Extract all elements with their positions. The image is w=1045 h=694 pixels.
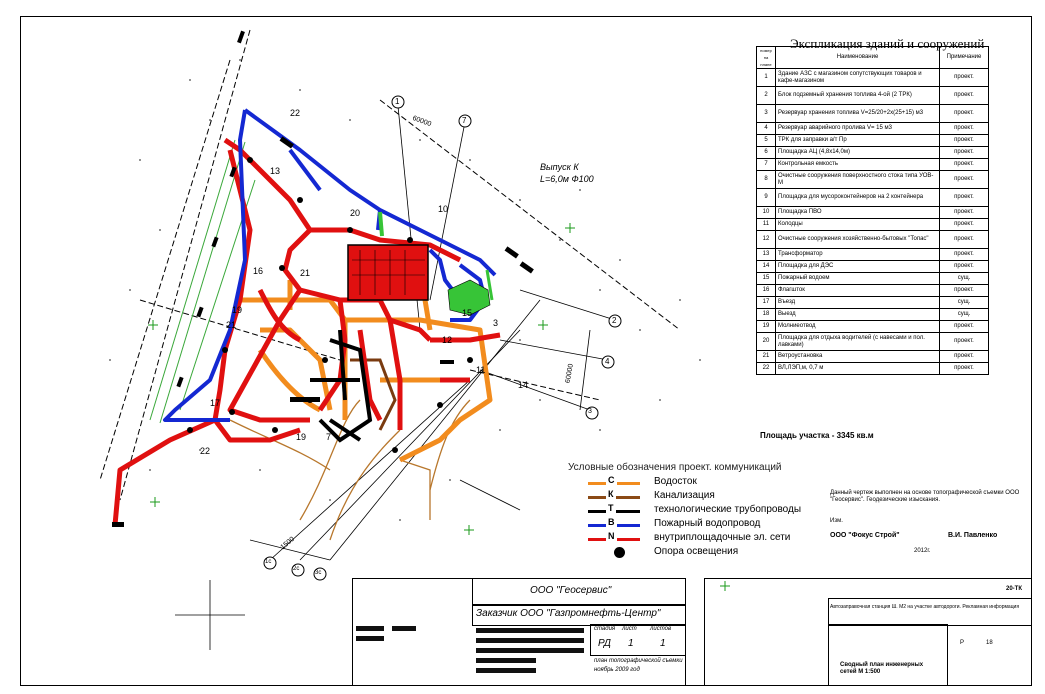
legend-row-stormwater	[568, 476, 798, 490]
explication-cell-name: Трансформатор	[776, 249, 940, 261]
explication-row	[757, 285, 989, 297]
explication-row	[757, 135, 989, 147]
explication-cell-name: ТРК для заправки а/т Пр	[776, 135, 940, 147]
explication-cell-name: Молниеотвод	[776, 321, 940, 333]
explication-cell-num: 15	[757, 273, 776, 285]
explication-cell-num: 8	[757, 171, 776, 189]
explication-cell-num: 18	[757, 309, 776, 321]
explication-cell-num: 11	[757, 219, 776, 231]
stamp-right-title-cell	[828, 598, 1032, 626]
explication-cell-num: 5	[757, 135, 776, 147]
map-label-15: 15	[462, 308, 473, 318]
explication-cell-name: Резервуар аварийного пролива V= 15 м3	[776, 123, 940, 135]
company-right: ООО "Фокус Строй"	[830, 532, 900, 539]
explication-cell-name: Площадка АЦ (4,8х14,0м)	[776, 147, 940, 159]
stamp-sheets-header: листов	[650, 626, 672, 632]
stamp-stage2: Р	[960, 640, 965, 646]
map-label-19b: 19	[296, 432, 307, 442]
explication-cell-name: ВЛ,ЛЭП,м, 0,7 м	[776, 363, 940, 375]
explication-cell-name: Площадка ПВО	[776, 207, 940, 219]
dim-bottom: 1500	[279, 535, 297, 552]
explication-cell-name: Колодцы	[776, 219, 940, 231]
axis-3c: 3с	[315, 570, 322, 576]
explication-cell-note: проект.	[940, 363, 989, 375]
explication-row	[757, 333, 989, 351]
redacted-text	[392, 626, 416, 631]
legend	[568, 462, 802, 560]
legend-label: Водосток	[654, 476, 697, 487]
explication-cell-name: Выезд	[776, 309, 940, 321]
explication-row	[757, 69, 989, 87]
explication-row	[757, 147, 989, 159]
explication-cell-num: 14	[757, 261, 776, 273]
explication-row	[757, 207, 989, 219]
stamp-right-plan-cell	[828, 624, 948, 686]
explication-row	[757, 219, 989, 231]
explication-cell-num: 2	[757, 87, 776, 105]
axis-2c: 2с	[293, 566, 300, 572]
explication-row	[757, 159, 989, 171]
redacted-text	[476, 638, 584, 643]
explication-row	[757, 309, 989, 321]
explication-header-name: Наименование	[776, 47, 940, 69]
outlet-label: Выпуск К	[540, 162, 579, 172]
explication-cell-name: Пожарный водоем	[776, 273, 940, 285]
explication-cell-name: Флагшток	[776, 285, 940, 297]
explication-cell-note: проект.	[940, 219, 989, 231]
explication-cell-num: 1	[757, 69, 776, 87]
map-label-21a: 21	[300, 268, 311, 278]
stamp-plan-title: Сводный план инженерных сетей М 1:500	[840, 662, 924, 675]
explication-cell-num: 22	[757, 363, 776, 375]
explication-cell-num: 6	[757, 147, 776, 159]
dim-top: 60000	[411, 114, 433, 129]
map-label-12: 12	[442, 335, 453, 345]
legend-code: Т	[608, 503, 614, 513]
legend-code: N	[608, 531, 615, 541]
legend-row-lamp	[568, 546, 798, 560]
explication-cell-name: Въезд	[776, 297, 940, 309]
legend-label: Пожарный водопровод	[654, 518, 761, 529]
legend-label: Опора освещения	[654, 546, 739, 557]
explication-cell-name: Площадка для отдыха водителей (с навесами и пол. лавками)	[776, 333, 940, 351]
explication-cell-note: проект.	[940, 333, 989, 351]
stamp-org: ООО "Геосервис"	[530, 585, 612, 596]
legend-label: Канализация	[654, 490, 715, 501]
map-label-3: 3	[493, 318, 499, 328]
explication-cell-name: Площадка для ДЭС	[776, 261, 940, 273]
stamp-right-title: Автозаправочная станция Ш. М2 на участке автодороги. Рекламная информация	[830, 604, 1020, 610]
explication-cell-num: 21	[757, 351, 776, 363]
explication-cell-note: сущ.	[940, 297, 989, 309]
map-label-11: 11	[476, 365, 486, 375]
redacted-text	[356, 636, 384, 641]
explication-cell-note: проект.	[940, 249, 989, 261]
explication-cell-num: 17	[757, 297, 776, 309]
explication-row	[757, 123, 989, 135]
stamp-sheet: 1	[628, 638, 634, 649]
explication-cell-note: проект.	[940, 261, 989, 273]
explication-cell-note: проект.	[940, 135, 989, 147]
explication-cell-name: Очистные сооружения хозяйственно-бытовых "Топас"	[776, 231, 940, 249]
explication-cell-note: проект.	[940, 207, 989, 219]
explication-row	[757, 87, 989, 105]
explication-cell-num: 13	[757, 249, 776, 261]
axis-2: 2	[612, 316, 617, 325]
axis-7: 7	[462, 116, 467, 125]
explication-cell-note: проект.	[940, 105, 989, 123]
explication-cell-note: проект.	[940, 321, 989, 333]
redacted-text	[476, 668, 536, 673]
redacted-text	[356, 626, 384, 631]
map-label-20: 20	[350, 208, 361, 218]
map-label-14: 14	[518, 380, 529, 390]
map-label-13: 13	[270, 166, 281, 176]
explication-cell-note: проект.	[940, 69, 989, 87]
stamp-sheets: 1	[660, 638, 666, 649]
explication-cell-num: 10	[757, 207, 776, 219]
revision-note: Изм.	[830, 518, 843, 524]
stamp-sheet2: 18	[986, 640, 993, 646]
explication-cell-note: проект.	[940, 87, 989, 105]
stamp-survey-date: ноябрь 2009 год	[594, 667, 640, 673]
explication-cell-note: проект.	[940, 189, 989, 207]
explication-cell-note: проект.	[940, 285, 989, 297]
explication-cell-name: Контрольная емкость	[776, 159, 940, 171]
person-name: В.И. Павленко	[948, 532, 998, 539]
legend-label: технологические трубопроводы	[654, 504, 802, 515]
explication-cell-name: Резервуар хранения топлива V=25/20+2x(25+15) м3	[776, 105, 940, 123]
legend-row-electric	[568, 532, 798, 546]
explication-cell-note: проект.	[940, 159, 989, 171]
map-label-7: 7	[326, 432, 332, 442]
legend-row-pipes	[568, 503, 802, 518]
explication-cell-num: 7	[757, 159, 776, 171]
date-note: 2012г.	[914, 548, 931, 554]
axis-1c: 1с	[265, 559, 272, 565]
stamp-customer: Заказчик ООО "Газпромнефть-Центр"	[476, 608, 661, 619]
explication-row	[757, 273, 989, 285]
explication-cell-note: проект.	[940, 231, 989, 249]
legend-code: С	[608, 475, 615, 485]
legend-row-sewer	[568, 490, 798, 504]
legend-title: Условные обозначения проект. коммуникаций	[568, 462, 782, 473]
map-label-17: 17	[210, 398, 221, 408]
explication-cell-num: 20	[757, 333, 776, 351]
explication-row	[757, 189, 989, 207]
axis-1: 1	[395, 97, 400, 106]
stamp-code: 20-ТК	[1006, 586, 1022, 592]
explication-row	[757, 351, 989, 363]
dim-right: 60000	[564, 363, 575, 384]
explication-cell-num: 12	[757, 231, 776, 249]
legend-row-firewater	[568, 518, 798, 532]
outlet-length: L=6,0м Ф100	[540, 174, 594, 184]
explication-header-note: Примечание	[940, 47, 989, 69]
explication-cell-note: проект.	[940, 123, 989, 135]
explication-cell-name: Очистные сооружения поверхностного стока типа УОВ-М	[776, 171, 940, 189]
explication-cell-num: 19	[757, 321, 776, 333]
explication-cell-note: сущ.	[940, 273, 989, 285]
survey-note: Данный чертеж выполнен на основе топографической съемки ООО "Геосервис". Геодезические изыскания.	[830, 490, 1020, 503]
explication-row	[757, 297, 989, 309]
explication-row	[757, 105, 989, 123]
axis-3: 3	[588, 408, 592, 415]
axis-4: 4	[605, 357, 610, 366]
explication-cell-num: 16	[757, 285, 776, 297]
legend-label: внутриплощадочные эл. сети	[654, 532, 791, 543]
explication-cell-note: проект.	[940, 351, 989, 363]
map-label-22b: 22	[200, 446, 211, 456]
stamp-stage: РД	[598, 638, 611, 649]
explication-table	[756, 46, 989, 375]
explication-cell-num: 9	[757, 189, 776, 207]
explication-cell-name: Ветроустановка	[776, 351, 940, 363]
explication-row	[757, 171, 989, 189]
legend-code: К	[608, 489, 614, 499]
explication-cell-num: 3	[757, 105, 776, 123]
map-label-16: 16	[253, 266, 264, 276]
explication-row	[757, 249, 989, 261]
explication-cell-name: Блок подземный хранения топлива 4-ой (2 ТРК)	[776, 87, 940, 105]
map-label-10: 10	[438, 204, 449, 214]
legend-code: В	[608, 517, 615, 527]
explication-cell-note: проект.	[940, 147, 989, 159]
explication-row	[757, 231, 989, 249]
explication-header-num: номер на плане	[757, 47, 776, 69]
explication-cell-num: 4	[757, 123, 776, 135]
redacted-text	[476, 648, 584, 653]
explication-title: Экспликация зданий и сооружений	[790, 36, 985, 51]
stamp-stage-header: стадия	[594, 626, 616, 632]
stamp-survey: план топографической съемки	[594, 658, 683, 664]
map-label-22: 22	[290, 108, 301, 118]
explication-row	[757, 363, 989, 375]
explication-cell-note: проект.	[940, 171, 989, 189]
stamp-sheet-header: лист	[622, 626, 637, 632]
explication-cell-name: Здание АЗС с магазином сопутствующих товаров и кафе-магазином	[776, 69, 940, 87]
redacted-text	[476, 658, 536, 663]
map-label-19: 19	[232, 305, 243, 315]
explication-cell-name: Площадка для мусороконтейнеров на 2 контейнера	[776, 189, 940, 207]
explication-cell-note: сущ.	[940, 309, 989, 321]
lamp-icon	[614, 547, 625, 558]
site-area: Площадь участка - 3345 кв.м	[760, 431, 874, 440]
redacted-text	[476, 628, 584, 633]
map-label-21b: 21	[226, 320, 237, 330]
explication-row	[757, 321, 989, 333]
explication-row	[757, 261, 989, 273]
